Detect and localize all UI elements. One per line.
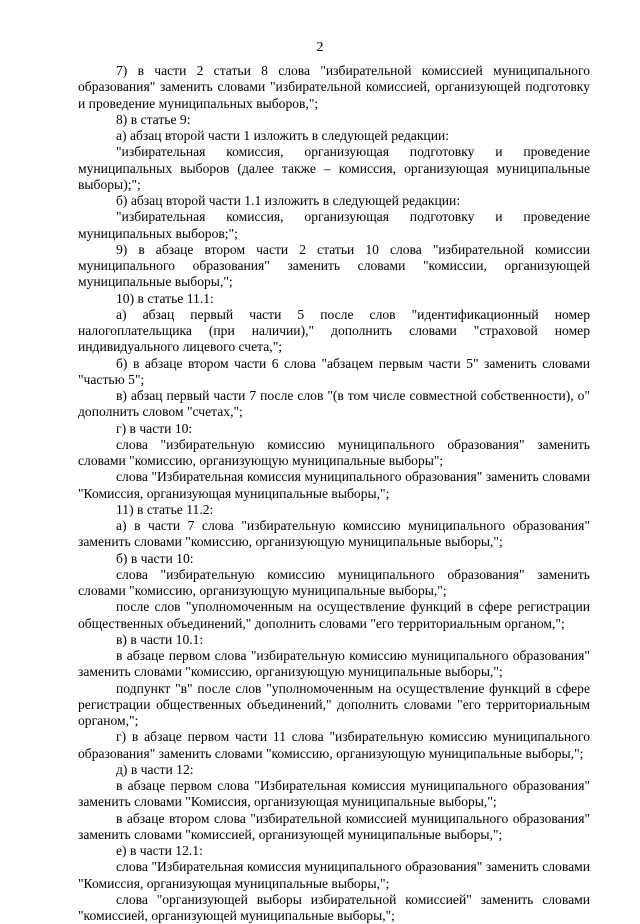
paragraph: в абзаце первом слова "избирательную комиссию муниципального образования" заменить словами "комиссию, организующую муниципальные выборы,";: [78, 648, 590, 680]
paragraph: в) абзац первый части 7 после слов "(в том числе совместной собственности), о" дополнить словом "счетах,";: [78, 388, 590, 420]
paragraph: 10) в статье 11.1:: [116, 290, 214, 306]
paragraph: е) в части 12.1:: [116, 843, 203, 858]
paragraph: 9) в абзаце втором части 2 статьи 10 слова "избирательной комиссии муниципального образования" заменить словами "комиссии, организующей муниципальные выборы,";: [78, 241, 590, 290]
paragraph: 8) в статье 9:: [116, 111, 191, 127]
paragraph: слова "Избирательная комиссия муниципального образования" заменить словами "Комиссия, организующая муниципальные выборы,";: [78, 469, 590, 501]
paragraph: слова "организующей выборы избирательной комиссией" заменить словами "комиссией, организующей муниципальные выборы,";: [78, 891, 590, 923]
paragraph: подпункт "в" после слов "уполномоченным на осуществление функций в сфере регистрации общественных объединений," дополнить словами "его территориальным органом,";: [78, 680, 590, 728]
paragraph: в абзаце первом слова "Избирательная комиссия муниципального образования" заменить словами "Комиссия, организующая муниципальные выборы,";: [78, 778, 590, 810]
document-body: [78, 63, 590, 924]
page-number: 2: [316, 40, 324, 55]
paragraph: в) в части 10.1:: [116, 631, 204, 647]
paragraph: в абзаце втором слова "избирательной комиссией муниципального образования" заменить словами "комиссией, организующей муниципальные выборы,";: [78, 810, 590, 842]
paragraph: г) в части 10:: [116, 420, 193, 436]
paragraph: а) абзац первый части 5 после слов "идентификационный номер налогоплательщика (при наличии)," дополнить словами "страховой номер индивидуального лицевого счета,";: [78, 306, 590, 355]
paragraph: "избирательная комиссия, организующая подготовку и проведение муниципальных выборов;";: [78, 209, 590, 241]
paragraph: б) абзац второй части 1.1 изложить в следующей редакции:: [116, 193, 461, 208]
paragraph: "избирательная комиссия, организующая подготовку и проведение муниципальных выборов (далее также – комиссия, организующая муниципальные выборы);";: [78, 144, 590, 192]
paragraph: слова "избирательную комиссию муниципального образования" заменить словами "комиссию, организующую муниципальные выборы";: [78, 436, 590, 468]
paragraph: г) в абзаце первом части 11 слова "избирательную комиссию муниципального образования" заменить словами "комиссию, организующую муниципальные выборы,";: [78, 729, 590, 761]
paragraph: слова "избирательную комиссию муниципального образования" заменить словами "комиссию, организующую муниципальные выборы,";: [78, 566, 590, 598]
paragraph: д) в части 12:: [116, 761, 194, 777]
paragraph: а) в части 7 слова "избирательную комиссию муниципального образования" заменить словами "комиссию, организующую муниципальные выборы,";: [78, 518, 590, 550]
paragraph: б) в абзаце втором части 6 слова "абзацем первым части 5" заменить словами "частью 5";: [78, 355, 590, 387]
paragraph: 11) в статье 11.2:: [116, 501, 214, 517]
paragraph: после слов "уполномоченным на осуществление функций в сфере регистрации общественных объединений," дополнить словами "его территориальным органом,";: [78, 599, 590, 631]
paragraph: а) абзац второй части 1 изложить в следующей редакции:: [116, 128, 450, 143]
paragraph: 7) в части 2 статьи 8 слова "избирательной комиссией муниципального образования" заменить словами "избирательной комиссией, организующей подготовку и проведение муниципальных выборов,";: [78, 63, 590, 111]
paragraph: слова "Избирательная комиссия муниципального образования" заменить словами "Комиссия, организующая муниципальные выборы,";: [78, 859, 590, 891]
paragraph: б) в части 10:: [116, 550, 194, 566]
